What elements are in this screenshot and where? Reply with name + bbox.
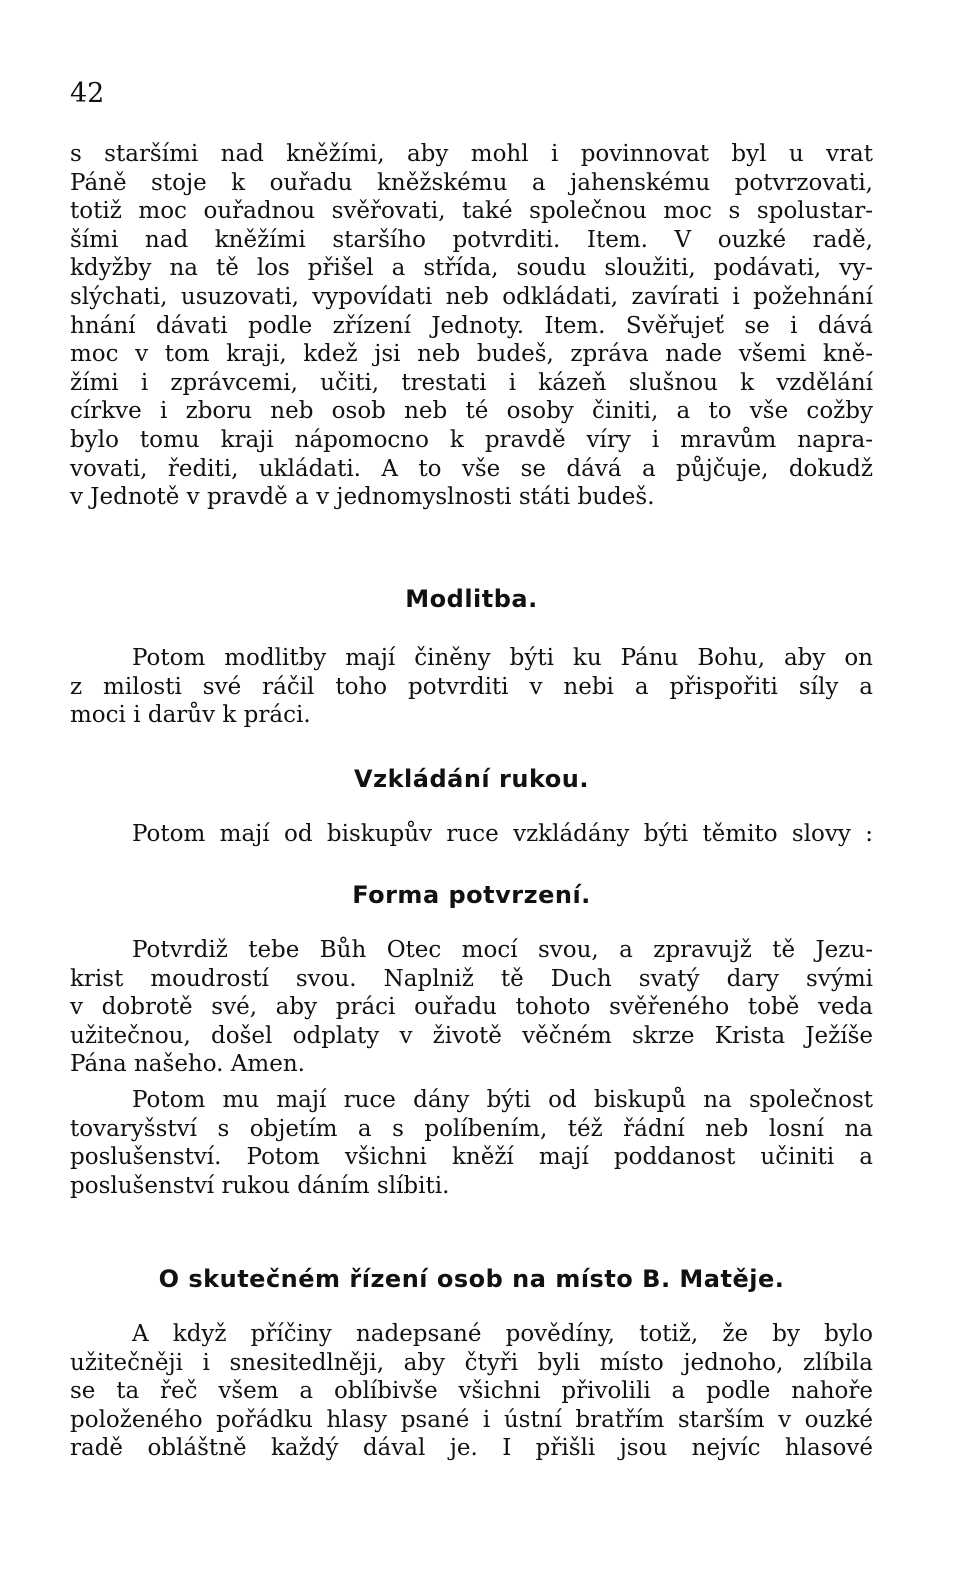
text-line: se ta řeč všem a oblíbivše všichni přivolili a podle nahoře [70,1378,873,1405]
text-line: Potom modlitby mají činěny býti ku Pánu Bohu, aby on [132,645,873,671]
text-line: totiž moc ouřadnou svěřovati, také společnou moc s spolustar- [70,198,873,225]
text-line: užitečnou, došel odplaty v životě věčném skrze Krista Ježíše [70,1022,873,1049]
text-line: Potvrdiž tebe Bůh Otec mocí svou, a zpravujž tě Jezu- [132,937,873,963]
section-heading-laying-on-hands: Vzkládání rukou. [354,765,589,793]
text-line: položeného pořádku hlasy psané i ústní bratřím starším v ouzké [70,1406,873,1433]
text-line: v Jednotě v pravdě a v jednomyslnosti státi budeš. [70,484,655,511]
text-line: moci i darův k práci. [70,702,311,729]
paragraph-laying-on-hands: Potom mají od biskupův ruce vzkládány býti těmito slovy : [132,821,873,847]
text-line: poslušenství. Potom všichni kněží mají poddanost učiniti a [70,1144,873,1171]
paragraph-election [70,1320,873,1463]
text-line: v dobrotě své, aby práci ouřadu tohoto svěřeného tobě veda [70,994,873,1021]
text-line: církve i zboru neb osob neb té osoby činiti, a to vše cožby [70,398,873,425]
text-line: tovaryšství s objetím a s políbením, též řádní neb losní na [70,1115,873,1142]
text-line: užitečněji i snesitedlněji, aby čtyři byli místo jednoho, zlíbila [70,1349,873,1376]
text-line: radě obláštně každý dával je. I přišli jsou nejvíc hlasové [70,1435,873,1462]
text-line: z milosti své ráčil toho potvrditi v nebi a přispořiti síly a [70,673,873,700]
text-line: vovati, řediti, ukládati. A to vše se dává a půjčuje, dokudž [70,455,873,482]
paragraph-prayer [70,644,873,730]
paragraph-fellowship [70,1086,873,1200]
text-line: moc v tom kraji, kdež jsi neb budeš, zpráva nade všemi kně- [70,341,873,368]
section-heading-prayer: Modlitba. [405,585,538,613]
text-line: kdyžby na tě los přišel a střída, soudu sloužiti, podávati, vy- [70,255,873,282]
text-line: žími i zprávcemi, učiti, trestati i kázeň slušnou k vzdělání [70,369,873,396]
text-line: krist moudrostí svou. Naplniž tě Duch svatý dary svými [70,965,873,992]
text-line: Pána našeho. Amen. [70,1051,305,1078]
text-line: šími nad kněžími staršího potvrditi. Item. V ouzké radě, [70,226,873,253]
text-line: Páně stoje k ouřadu kněžskému a jahenskému potvrzovati, [70,169,873,196]
text-line: bylo tomu kraji nápomocno k pravdě víry i mravům napra- [70,426,873,453]
text-line: Potom mu mají ruce dány býti od biskupů na společnost [132,1087,873,1113]
paragraph-ordination-powers [70,140,873,512]
text-line: slýchati, usuzovati, vypovídati neb odkládati, zavírati i požehnání [70,283,873,310]
text-line: poslušenství rukou dáním slíbiti. [70,1172,450,1199]
text-line: hnání dávati podle zřízení Jednoty. Item. Svěřujeť se i dává [70,312,873,339]
text-line: A když příčiny nadepsané povědíny, totiž, že by bylo [132,1321,873,1347]
page-number: 42 [70,78,105,109]
paragraph-confirmation-formula [70,936,873,1079]
section-heading-election: O skutečném řízení osob na místo B. Matěje. [158,1265,785,1293]
text-line: s staršími nad kněžími, aby mohl i povinnovat byl u vrat [70,141,873,167]
section-heading-form-of-confirmation: Forma potvrzení. [352,881,591,909]
